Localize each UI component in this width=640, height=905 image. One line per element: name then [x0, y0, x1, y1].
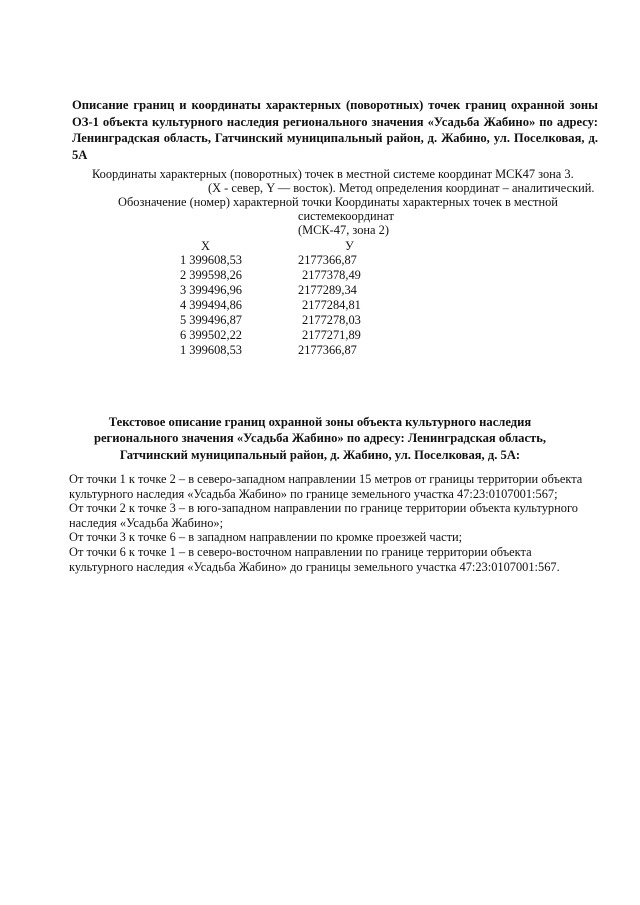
- coord-y: 2177284,81: [302, 298, 361, 312]
- column-header-y: У: [345, 239, 354, 253]
- coord-x: 6 399502,22: [180, 328, 242, 342]
- intro-line-4: системекоординат: [298, 209, 394, 223]
- coord-x: 1 399608,53: [180, 343, 242, 357]
- intro-line-1: Координаты характерных (поворотных) точек в местной системе координат МСК47 зона 3.: [92, 167, 574, 181]
- coord-x: 4 399494,86: [180, 298, 242, 312]
- coord-x: 5 399496,87: [180, 313, 242, 327]
- intro-line-5: (МСК-47, зона 2): [298, 223, 389, 237]
- intro-line-3: Обозначение (номер) характерной точки Координаты характерных точек в местной: [118, 195, 558, 209]
- description-paragraph: От точки 2 к точке 3 – в юго-западном направлении по границе территории объекта культурного наследия «Усадьба Жабино»;: [69, 501, 578, 530]
- description-paragraph: От точки 6 к точке 1 – в северо-восточном направлении по границе территории объекта культурного наследия «Усадьба Жабино» до границы земельного участка 47:23:0107001:567.: [69, 544, 560, 574]
- coord-y: 2177378,49: [302, 268, 361, 282]
- description-paragraph: От точки 1 к точке 2 – в северо-западном направлении 15 метров от границы территории объекта культурного наследия «Усадьба Жабино» по границе земельного участка 47:23:0107001:567;: [69, 472, 583, 501]
- column-header-x: X: [201, 239, 210, 253]
- boundary-description: [69, 472, 589, 574]
- description-heading: Текстовое описание границ охранной зоны объекта культурного наследия регионального значения «Усадьба Жабино» по адресу: Ленинградская область, Гатчинский муниципальный район, д. Жабино, ул. Поселковая, д. 5А:: [93, 415, 547, 462]
- description-paragraph: От точки 3 к точке 6 – в западном направлении по кромке проезжей части;: [69, 530, 463, 545]
- coord-y: 2177271,89: [302, 328, 361, 342]
- coord-y: 2177366,87: [298, 253, 357, 267]
- document-heading: Описание границ и координаты характерных (поворотных) точек границ охранной зоны ОЗ-1 объекта культурного наследия регионального значения «Усадьба Жабино» по адресу: Ленинградская область, Гатчинский муниципальный район, д. Жабино, ул. Поселковая, д. 5А: [72, 98, 598, 162]
- coord-x: 1 399608,53: [180, 253, 242, 267]
- coord-y: 2177366,87: [298, 343, 357, 357]
- intro-line-2: (X - север, Y — восток). Метод определения координат – аналитический.: [208, 181, 595, 195]
- coord-x: 3 399496,96: [180, 283, 242, 297]
- coord-x: 2 399598,26: [180, 268, 242, 282]
- coord-y: 2177278,03: [302, 313, 361, 327]
- coord-y: 2177289,34: [298, 283, 357, 297]
